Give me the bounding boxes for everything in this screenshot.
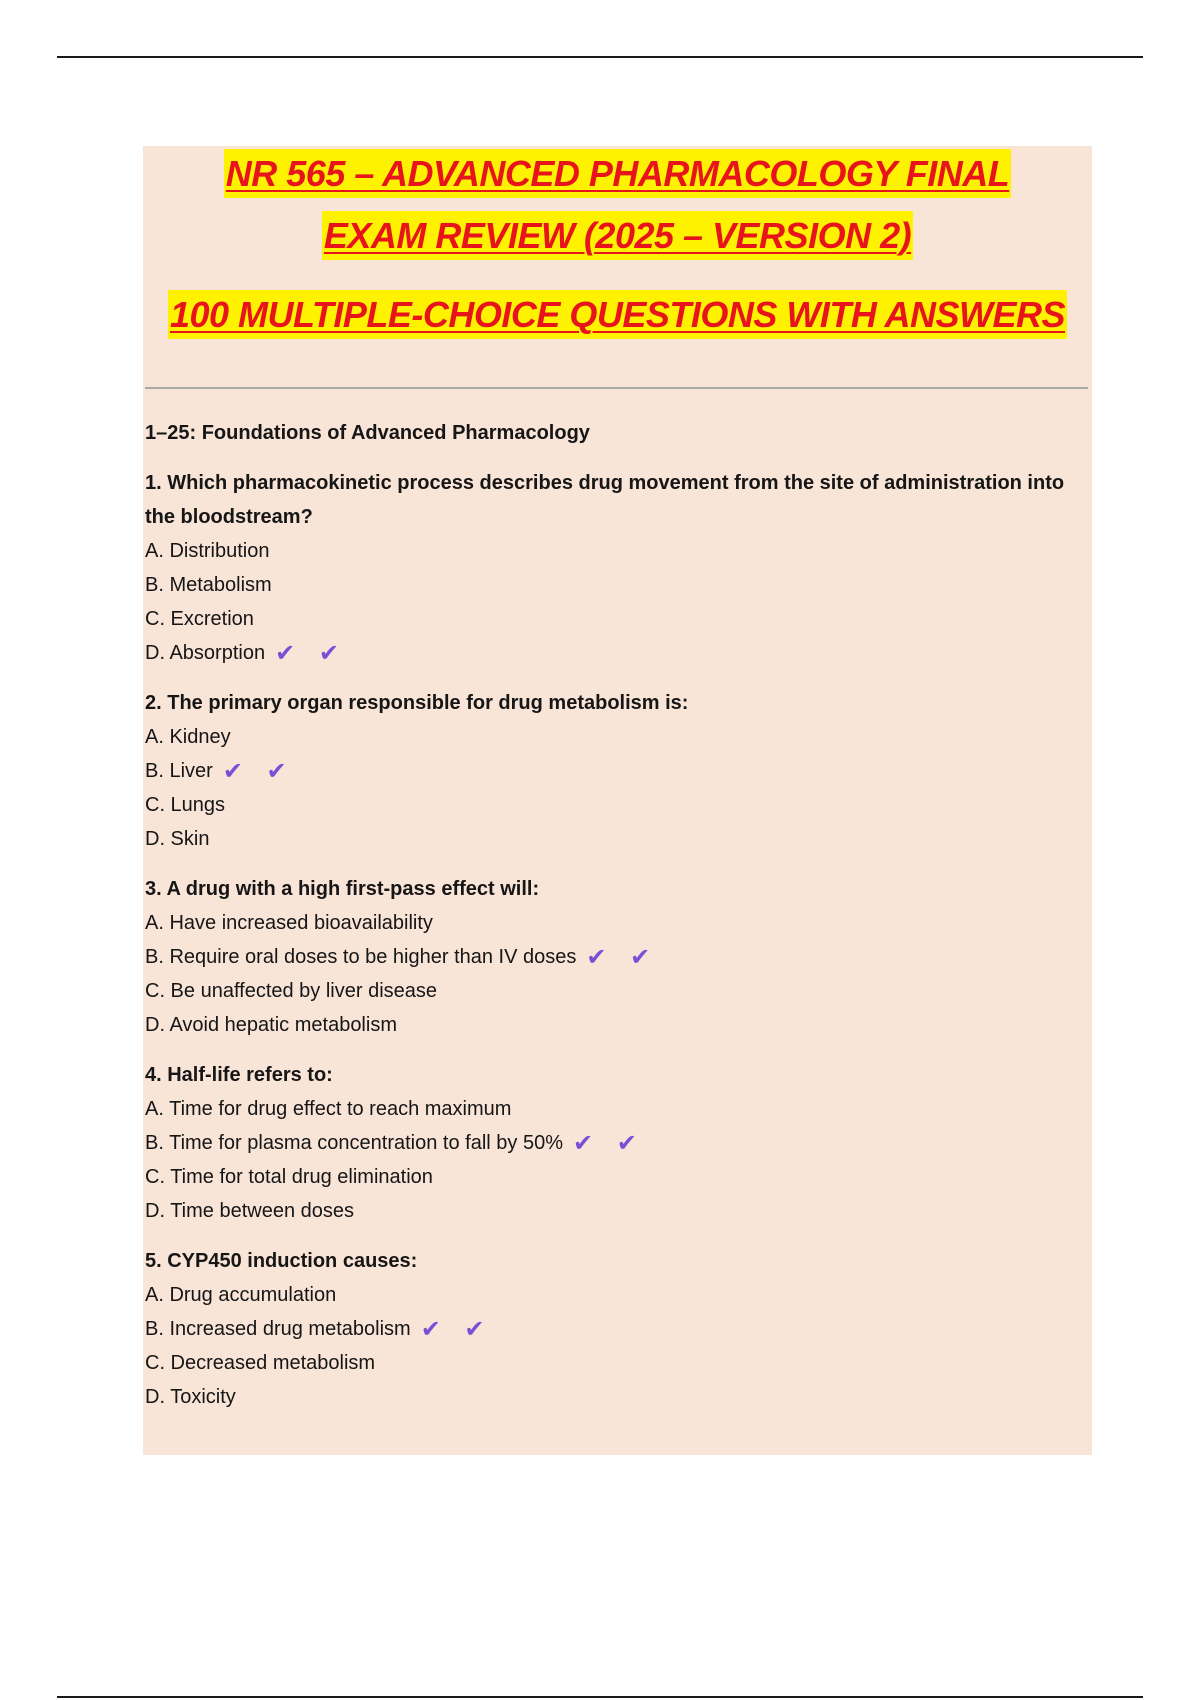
answer-option-text: A. Drug accumulation [145, 1284, 337, 1306]
question-text: 2. The primary organ responsible for drug metabolism is: [145, 692, 689, 714]
double-check-icon: ✔ ✔ [420, 1315, 493, 1343]
question-item [145, 1244, 1080, 1414]
double-check-icon: ✔ ✔ [275, 639, 347, 667]
title-line-2-text: EXAM REVIEW (2025 – VERSION 2) [322, 211, 913, 260]
document-title-line-2 [143, 215, 1092, 256]
double-check-icon: ✔ ✔ [222, 757, 295, 785]
answer-option [145, 1160, 1080, 1194]
answer-option [145, 822, 1080, 856]
answer-option [145, 906, 1080, 940]
question-text: 5. CYP450 induction causes: [145, 1250, 418, 1272]
answer-option-text: D. Time between doses [145, 1200, 354, 1222]
answer-option-text: B. Increased drug metabolism [145, 1318, 411, 1340]
answer-option-text: D. Skin [145, 828, 210, 850]
page-top-rule [57, 56, 1143, 58]
document-subtitle [143, 294, 1092, 335]
question-item [145, 686, 1080, 856]
question-item [145, 1058, 1080, 1228]
answer-option [145, 940, 1080, 974]
answer-option [145, 1092, 1080, 1126]
answer-option-text: C. Be unaffected by liver disease [145, 980, 438, 1002]
answer-option [145, 568, 1080, 602]
answer-option-text: C. Decreased metabolism [145, 1352, 376, 1374]
answer-option [145, 534, 1080, 568]
question-text: 4. Half-life refers to: [145, 1064, 333, 1086]
content-panel [143, 146, 1092, 1455]
section-divider [145, 387, 1088, 389]
answer-option-text: B. Liver [145, 760, 213, 782]
double-check-icon: ✔ ✔ [572, 1129, 645, 1157]
answer-option-text: A. Kidney [145, 726, 231, 748]
answer-option-text: C. Time for total drug elimination [145, 1166, 433, 1188]
question-content [145, 416, 1080, 1430]
question-list [145, 466, 1080, 1414]
title-line-1-text: NR 565 – ADVANCED PHARMACOLOGY FINAL [224, 149, 1011, 198]
answer-option [145, 1380, 1080, 1414]
answer-option [145, 974, 1080, 1008]
answer-option-text: A. Time for drug effect to reach maximum [145, 1098, 512, 1120]
answer-option [145, 1194, 1080, 1228]
answer-option-text: A. Distribution [145, 540, 270, 562]
page-bottom-rule [57, 1696, 1143, 1698]
answer-option-text: B. Time for plasma concentration to fall by 50% [145, 1132, 563, 1154]
answer-option [145, 1346, 1080, 1380]
answer-option-text: B. Metabolism [145, 574, 272, 596]
answer-option-text: A. Have increased bioavailability [145, 912, 433, 934]
answer-option-text: C. Lungs [145, 794, 226, 816]
answer-option [145, 1008, 1080, 1042]
answer-option [145, 602, 1080, 636]
answer-option-text: C. Excretion [145, 608, 254, 630]
answer-option [145, 636, 1080, 670]
answer-option-text: D. Toxicity [145, 1386, 236, 1408]
answer-option-text: B. Require oral doses to be higher than IV doses [145, 946, 577, 968]
document-title-line-1 [143, 153, 1092, 194]
answer-option [145, 1312, 1080, 1346]
answer-option-text: D. Absorption [145, 642, 266, 664]
answer-option [145, 720, 1080, 754]
double-check-icon: ✔ ✔ [586, 943, 659, 971]
answer-option [145, 1278, 1080, 1312]
question-text: 1. Which pharmacokinetic process describes drug movement from the site of administration into the bloodstream? [145, 472, 1065, 528]
answer-option [145, 754, 1080, 788]
question-item [145, 872, 1080, 1042]
question-item [145, 466, 1080, 670]
subtitle-text: 100 MULTIPLE-CHOICE QUESTIONS WITH ANSWERS [168, 290, 1067, 339]
answer-option [145, 1126, 1080, 1160]
question-text: 3. A drug with a high first-pass effect will: [145, 878, 540, 900]
answer-option [145, 788, 1080, 822]
section-heading: 1–25: Foundations of Advanced Pharmacology [145, 422, 590, 444]
answer-option-text: D. Avoid hepatic metabolism [145, 1014, 397, 1036]
